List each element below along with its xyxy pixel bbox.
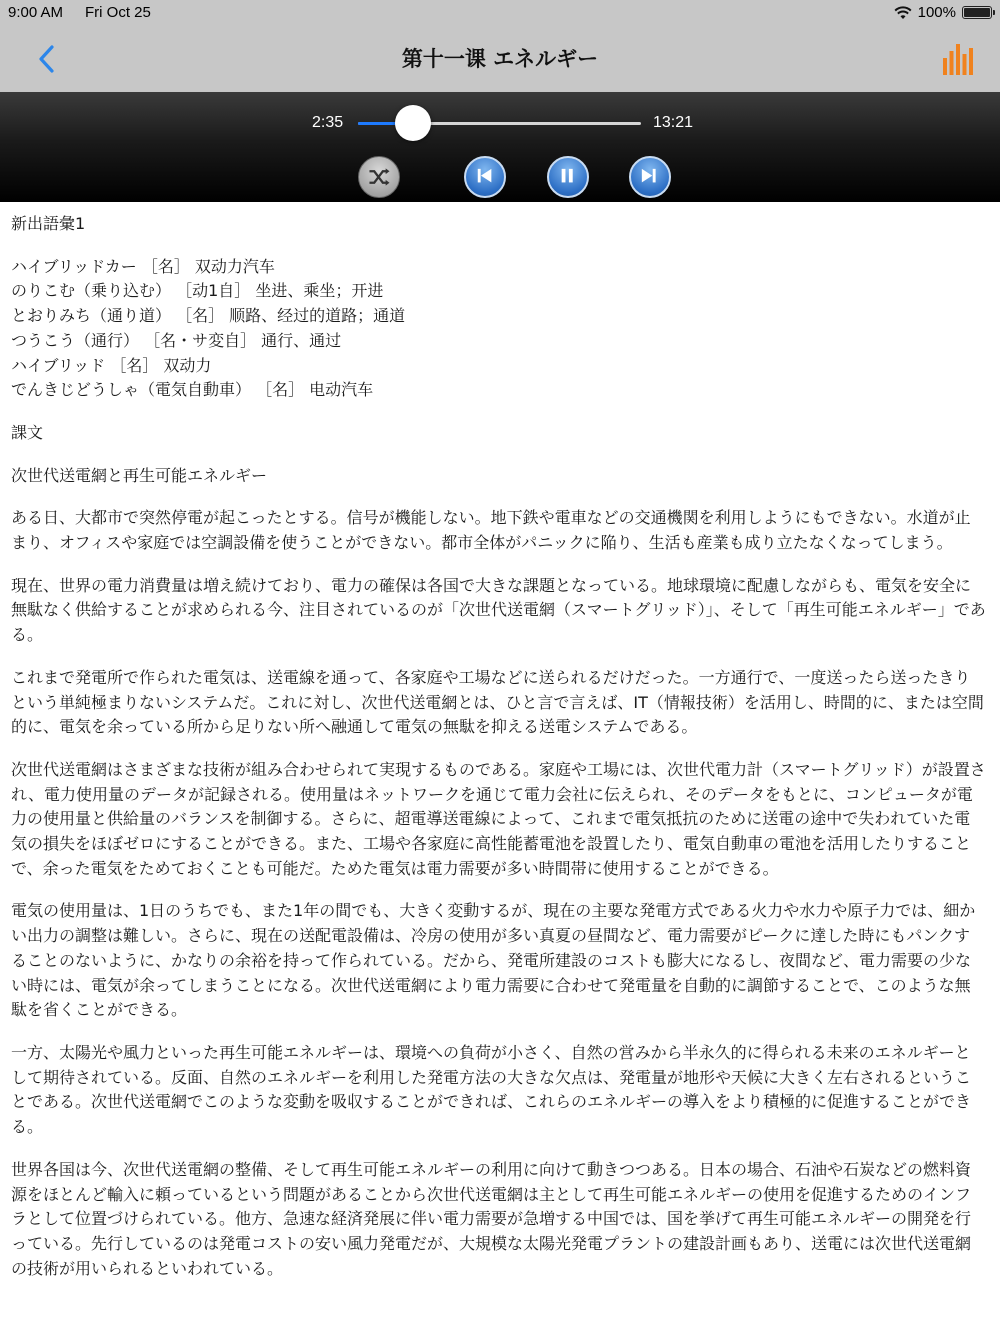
previous-icon	[466, 158, 504, 196]
paragraph: 一方、太陽光や風力といった再生可能エネルギーは、環境への負荷が小さく、自然の営みから半永久的に得られる未来のエネルギーとして期待されている。反面、自然のエネルギーを利用した発電方法の大きな欠点は、発電量が地形や天候に大きく左右されるということである。次世代送電網でこのような変動を吸収することができれば、これらのエネルギーの導入をより積極的に促進することができる。	[11, 1042, 972, 1137]
paragraph: 現在、世界の電力消費量は増え続けており、電力の確保は各国で大きな課題となっている。地球環境に配慮しながらも、電気を安全に無駄なく供給することが求められる今、注目されているのが「次世代送電網（スマートグリッド）」、そして「再生可能エネルギー」である。	[11, 575, 986, 645]
battery-percent: 100%	[917, 4, 956, 21]
previous-button[interactable]	[464, 156, 506, 198]
battery-icon	[962, 6, 992, 19]
progress-thumb[interactable]	[395, 105, 431, 141]
vocab-item: でんきじどうしゃ（電気自動車） ［名］ 电动汽车	[11, 380, 374, 400]
paragraph: ある日、大都市で突然停電が起こったとする。信号が機能しない。地下鉄や電車などの交通機関を利用しようにもできない。水道が止まり、オフィスや家庭では空調設備を使うことができない。都市全体がパニックに陥り、生活も産業も成り立たなくなってしまう。	[11, 508, 971, 553]
paragraph: 次世代送電網はさまざまな技術が組み合わせられて実現するものである。家庭や工場には、次世代電力計（スマートグリッド）が設置され、電力使用量のデータが記録される。使用量はネットワークを通じて電力会社に伝えられ、そのデータをもとに、コンピュータが電力の使用量と供給量のバランスを制御する。さらに、超電導送電線によって、これまで電気抵抗のために送電の途中で失われていた電気の損失をほぼゼロにすることができる。また、工場や各家庭に高性能蓄電池を設置したり、電気自動車の電池を活用したりすることで、余った電気をためておくことも可能だ。ためた電気は電力需要が多い時間帯に使用することができる。	[11, 759, 986, 878]
status-date: Fri Oct 25	[85, 4, 151, 21]
paragraph: これまで発電所で作られた電気は、送電線を通って、各家庭や工場などに送られるだけだった。一方通行で、一度送ったら送ったきりという単純極まりないシステムだ。これに対し、次世代送電網とは、ひと言で言えば、IT（情報技術）を活用し、時間的に、または空間的に、電気を余っている所から足りない所へ融通して電気の無駄を抑える送電システムである。	[11, 667, 984, 737]
vocab-item: ハイブリッド ［名］ 双动力	[11, 355, 212, 375]
status-time: 9:00 AM	[8, 4, 64, 21]
vocab-item: つうこう（通行） ［名・サ変自］ 通行、通过	[11, 330, 342, 350]
page-title: 第十一课 エネルギー	[401, 47, 599, 71]
status-bar	[0, 0, 1000, 26]
shuffle-button[interactable]	[358, 156, 400, 198]
shuffle-icon	[359, 157, 399, 197]
status-right	[894, 4, 992, 21]
article-title: 次世代送電網と再生可能エネルギー	[11, 465, 268, 485]
lesson-content	[11, 212, 986, 1299]
next-icon	[631, 158, 669, 196]
text-heading: 課文	[11, 422, 44, 442]
audio-player	[0, 92, 1000, 202]
pause-icon	[549, 158, 587, 196]
duration: 13:21	[653, 114, 694, 131]
paragraph: 電気の使用量は、1日のうちでも、また1年の間でも、大きく変動するが、現在の主要な発電方式である火力や水力や原子力では、細かい出力の調整は難しい。さらに、現在の送配電設備は、冷房の使用が多い真夏の昼間など、電力需要がピークに達した時にもパンクすることのないように、かなりの余裕を持って作られている。だから、発電所建設のコストも膨大になるし、夜間など、電力需要の少ない時には、電気が余ってしまうことになる。次世代送電網により電力需要に合わせて発電量を自動的に調節することで、このような無駄を省くことができる。	[11, 901, 976, 1020]
vocab-heading: 新出語彙1	[11, 214, 86, 233]
vocab-item: とおりみち（通り道） ［名］ 顺路、经过的道路；通道	[11, 306, 406, 326]
equalizer-icon	[942, 42, 974, 76]
next-button[interactable]	[629, 156, 671, 198]
vocab-item: ハイブリッドカー ［名］ 双动力汽车	[11, 256, 275, 276]
wifi-icon	[894, 6, 912, 20]
navigation-bar	[0, 26, 1000, 92]
progress-slider[interactable]	[358, 122, 641, 125]
current-time: 2:35	[312, 114, 344, 131]
vocab-list	[11, 255, 986, 403]
pause-button[interactable]	[547, 156, 589, 198]
paragraph: 世界各国は今、次世代送電網の整備、そして再生可能エネルギーの利用に向けて動きつつある。日本の場合、石油や石炭などの燃料資源をほとんど輸入に頼っているという問題があることから次世代送電網は主として再生可能エネルギーの使用を促進するためのインフラとして位置づけられている。他方、急速な経済発展に伴い電力需要が急増する中国では、国を挙げて再生可能エネルギーの開発を行っている。先行しているのは発電コストの安い風力発電だが、大規模な太陽光発電プラントの建設計画もあり、送電には次世代送電網の技術が用いられるといわれている。	[11, 1159, 972, 1278]
vocab-item: のりこむ（乗り込む） ［动1自］ 坐进、乘坐；开进	[11, 281, 384, 301]
playlist-button[interactable]	[942, 42, 974, 76]
